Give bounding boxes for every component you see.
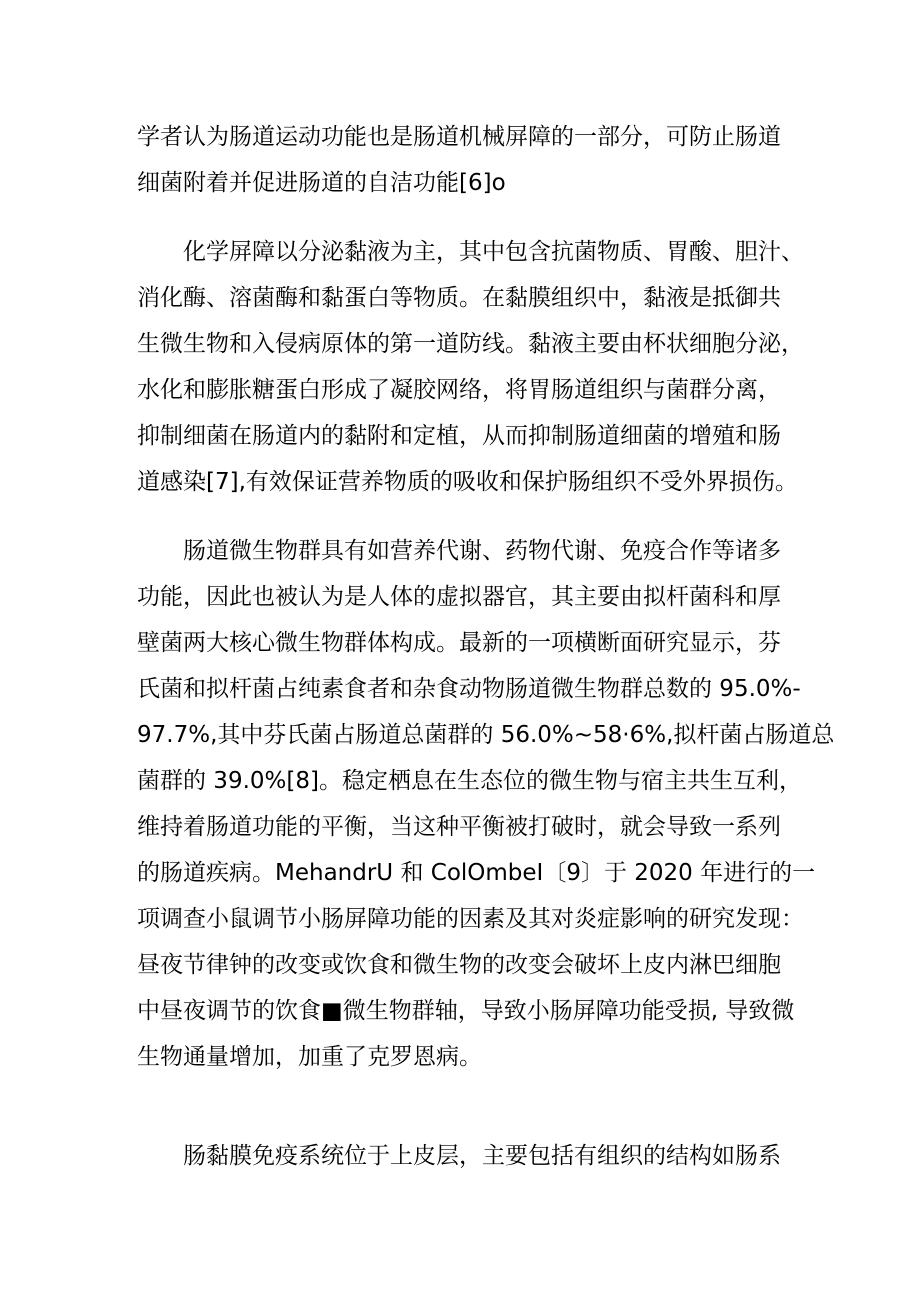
text-line: 项调查小鼠调节小肠屏障功能的因素及其对炎症影响的研究发现：	[137, 906, 804, 932]
text-line: 消化酶、溶菌酶和黏蛋白等物质。在黏膜组织中，黏液是抵御共	[137, 285, 781, 311]
text-line: 学者认为肠道运动功能也是肠道机械屏障的一部分，可防止肠道	[137, 124, 781, 150]
text-line: 的肠道疾病。MehandrU 和 ColOmbeI〔9〕于 2020 年进行的一	[137, 860, 816, 886]
text-line: 菌群的 39.0%[8]。稳定栖息在生态位的微生物与宿主共生互利，	[137, 768, 802, 794]
text-line: 抑制细菌在肠道内的黏附和定植，从而抑制肠道细菌的增殖和肠	[137, 423, 781, 449]
text-line: 壁菌两大核心微生物群体构成。最新的一项横断面研究显示，芬	[137, 630, 781, 656]
text-line: 水化和膨胀糖蛋白形成了凝胶网络，将胃肠道组织与菌群分离，	[137, 377, 781, 403]
text-line: 道感染[7],有效保证营养物质的吸收和保护肠组织不受外界损伤。	[137, 469, 798, 495]
text-line: 细菌附着并促进肠道的自洁功能[6]o	[137, 170, 506, 196]
text-line: 维持着肠道功能的平衡，当这种平衡被打破时，就会导致一系列	[137, 814, 781, 840]
text-line: 氏菌和拟杆菌占纯素食者和杂食动物肠道微生物群总数的 95.0%-	[137, 676, 801, 702]
text-line: 昼夜节律钟的改变或饮食和微生物的改变会破坏上皮内淋巴细胞	[137, 952, 781, 978]
text-line: 97.7%,其中芬氏菌占肠道总菌群的 56.0%~58·6%,拟杆菌占肠道总	[137, 722, 835, 748]
text-line: 功能，因此也被认为是人体的虚拟器官，其主要由拟杆菌科和厚	[137, 584, 781, 610]
text-line: 肠道微生物群具有如营养代谢、药物代谢、免疫合作等诸多	[183, 538, 781, 564]
text-line: 生物通量增加，加重了克罗恩病。	[137, 1044, 482, 1070]
text-line: 中昼夜调节的饮食■微生物群轴，导致小肠屏障功能受损, 导致微	[137, 998, 795, 1024]
text-line: 化学屏障以分泌黏液为主，其中包含抗菌物质、胃酸、胆汁、	[183, 239, 804, 265]
text-line: 肠黏膜免疫系统位于上皮层，主要包括有组织的结构如肠系	[183, 1143, 781, 1169]
text-line: 生微生物和入侵病原体的第一道防线。黏液主要由杯状细胞分泌，	[137, 331, 804, 357]
